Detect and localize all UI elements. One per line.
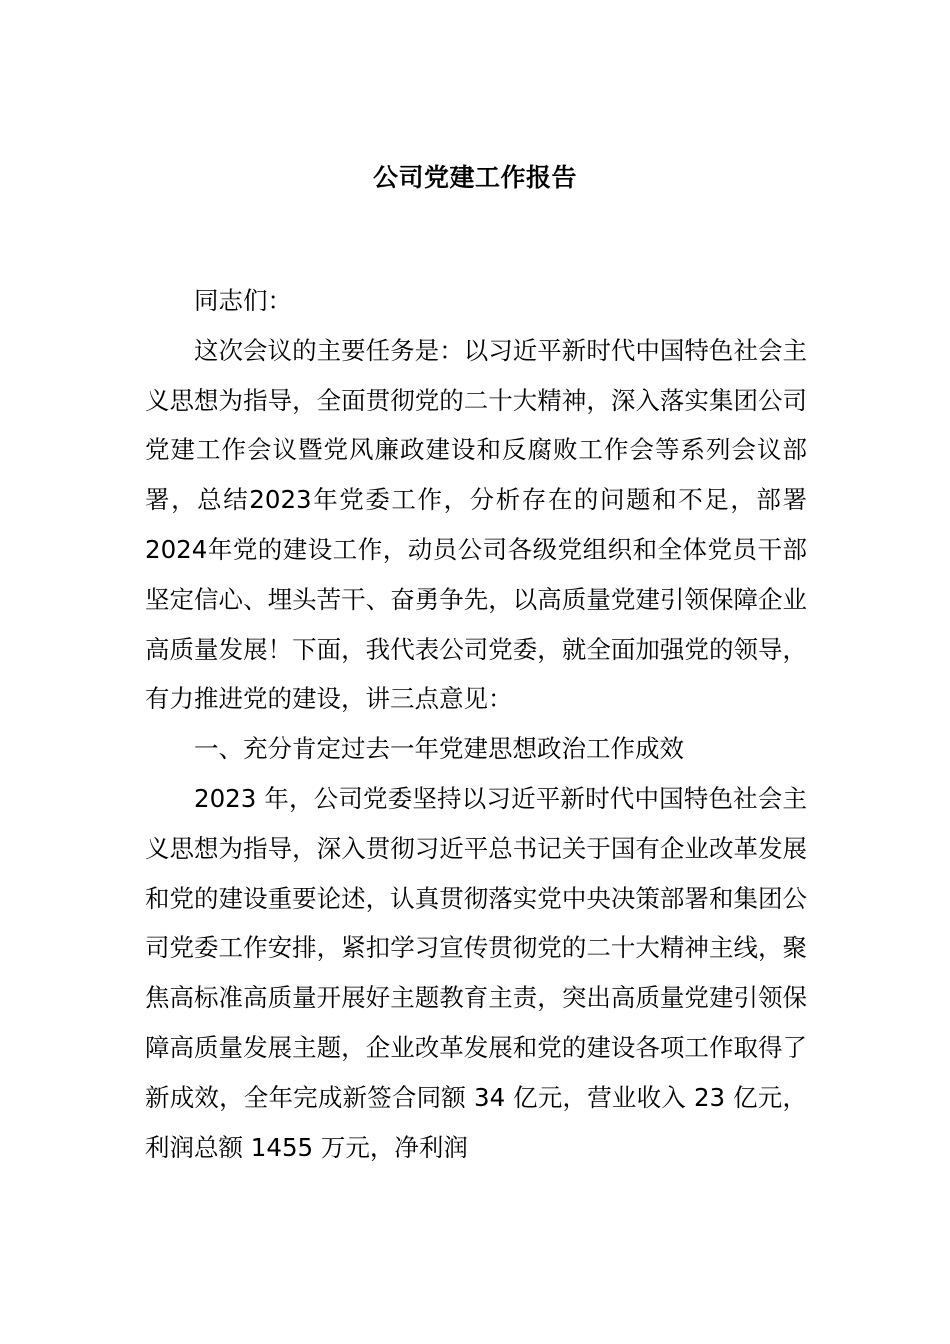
salutation: 同志们： [194, 286, 292, 315]
section-heading-1: 一、充分肯定过去一年党建思想政治工作成效 [194, 734, 684, 764]
document-body [145, 276, 807, 1172]
document-title: 公司党建工作报告 [372, 163, 577, 192]
paragraph-intro: 这次会议的主要任务是：以习近平新时代中国特色社会主义思想为指导，全面贯彻党的二十大精神，深入落实集团公司党建工作会议暨党风廉政建设和反腐败工作会等系列会议部署，总结2023年党委工作，分析存在的问题和不足，部署2024年党的建设工作，动员公司各级党组织和全体党员干部坚定信心、埋头苦干、奋勇争先，以高质量党建引领保障企业高质量发展！下面，我代表公司党委，就全面加强党的领导，有力推进党的建设，讲三点意见： [145, 335, 807, 714]
paragraph-2023-summary: 2023 年，公司党委坚持以习近平新时代中国特色社会主义思想为指导，深入贯彻习近平总书记关于国有企业改革发展和党的建设重要论述，认真贯彻落实党中央决策部署和集团公司党委工作安排，紧扣学习宣传贯彻党的二十大精神主线，聚焦高标准高质量开展好主题教育主责，突出高质量党建引领保障高质量发展主题，企业改革发展和党的建设各项工作取得了新成效，全年完成新签合同额 34 亿元，营业收入 23 亿元，利润总额 1455 万元，净利润 [145, 783, 807, 1162]
